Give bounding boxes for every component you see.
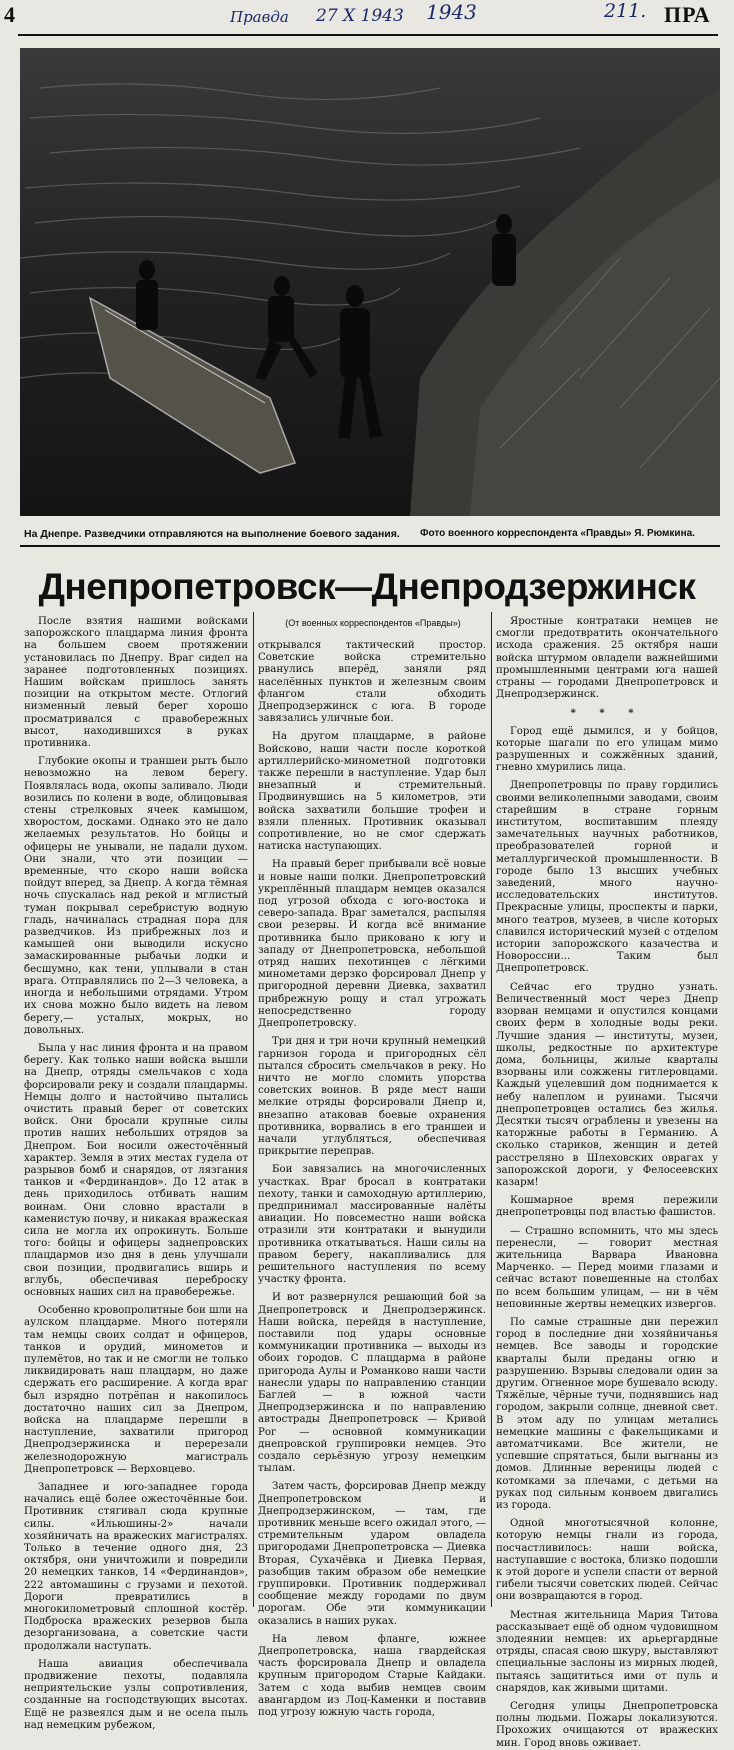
article-paragraph: Город ещё дымился, и у бойцов, которые шагали по его улицам мимо разрушенных и сожжённых зданий, гневно хмурились лица. (496, 725, 718, 774)
article-paragraph: На правый берег прибывали всё новые и новые наши полки. Днепропетровский укреплённый плацдарм немцев оказался под угрозой обхода с юго-востока и северо-запада. Враг заметался, распыляя свои резервы. И когда всё внимание противника было приковано к югу и западу от Днепропетровска, небольшой отряд наших пехотинцев с лёгкими минометами дерзко форсировал Днепр у пригородной деревни Диевка, захватил прибрежную рощу и стал угрожать непосредственно городу Днепропетровску. (258, 859, 486, 1030)
article-paragraph: Особенно кровопролитные бои шли на аулском плацдарме. Много потеряли там немцы своих солдат и офицеров, танков и орудий, минометов и пулемётов, но так и не смогли не только ликвидировать наш плацдарм, но даже сдержать его расширение. А когда враг был изрядно потрёпан и накопилось достаточно наших сил за Днепром, войска на плацдарме перешли в наступление, захватили пригород Днепродзержинска и перерезали железнодорожную магистраль Днепропетровск — Верховцево. (24, 1305, 248, 1475)
article-paragraph: Бои завязались на многочисленных участках. Враг бросал в контратаки пехоту, танки и самоходную артиллерию, предпринимал массированные налёты авиации. Но повсеместно наши войска отразили эти контратаки и вынудили противника откатываться. Наши силы на правом берегу, накапливались для решительного наступления по всему участку фронта. (258, 1164, 486, 1286)
photo-caption: На Днепре. Разведчики отправляются на выполнение боевого задания. (24, 528, 400, 540)
page-number: 4 (4, 2, 15, 27)
handwritten-year-note: 1943 (426, 0, 477, 24)
article-paragraph: открывался тактический простор. Советские войска стремительно рванулись вперёд, заняли ряд населённых пунктов и железным своим флангом стали обходить Днепродзержинск с юга. В городе завязались уличные бои. (258, 640, 486, 725)
article-paragraph: Одной многотысячной колонне, которую немцы гнали из города, посчастливилось: наши войска, наступавшие с востока, близко подошли к этой дороге и успели спасти от верной гибели тысячи советских людей. Сейчас они возвращаются в город. (496, 1518, 718, 1603)
article-column-3 (496, 616, 718, 1749)
article-paragraph: Затем часть, форсировав Днепр между Днепропетровском и Днепродзержинском, — там, где противник меньше всего ожидал этого, — стремительным ударом овладела пригородами Днепропетровска — Диевка Вторая, Сухачёвка и Диевка Первая, разобщив таким образом обе немецкие группировки. Противник поддерживал сообщение между городами по двум дорогам. Обе эти коммуникации оказались в наших руках. (258, 1481, 486, 1627)
article-paragraph: Днепропетровцы по праву гордились своими великолепными заводами, своим старейшим в стране горным институтом, воспитавшим плеяду замечательных научных работников, преобразователей горной и металлургической промышленности. В городе было 13 высших учебных заведений, много научно-исследовательских институтов. Прекрасные улицы, проспекты и парки, много театров, музеев, в числе которых славился исторический музей с отделом истории запорожского казачества и Новороссии... Таким был Днепропетровск. (496, 780, 718, 975)
article-paragraph: После взятия нашими войсками запорожского плацдарма линия фронта на большем своем протяжении установилась по Днепру. Враг сидел на заранее подготовленных позициях. Нашим войскам пришлось занять позиции на открытом месте. Отлогий низменный левый берег хорошо просматривался с правобережных высот, находившихся в руках противника. (24, 616, 248, 750)
article-paragraph: Яростные контратаки немцев не смогли предотвратить окончательного исхода сражения. 25 октября наши войска штурмом овладели важнейшими промышленными центрами юга нашей страны — городами Днепропетровск и Днепродзержинск. (496, 616, 718, 701)
article-byline: (От военных корреспондентов «Правды») (285, 618, 461, 628)
header-rule (18, 34, 718, 36)
photo-credit: Фото военного корреспондента «Правды» Я. Рюмкина. (420, 528, 695, 539)
article-column-2 (258, 640, 486, 1719)
article-paragraph: Глубокие окопы и траншеи рыть было невозможно на левом берегу. Появлялась вода, окопы заливало. Люди возились по колени в воде, облицовывая стены стрелковых ячеек камышом, хворостом, досками. Однако это не дало желаемых результатов. Но бойцы и офицеры не унывали, не падали духом. Они знали, что эти позиции — временные, что скоро наши войска пойдут вперед, за Днепр. А когда тёмная ночь спускалась над рекой и мглистый туман покрывал серебристую водную гладь, начиналась страдная пора для разведчиков. Из прибрежных лоз и камышей они выводили искусно замаскированные рыбачьи лодки и бесшумно, как тени, уплывали в стан врага. Отправлялись по 2—3 человека, а иногда и небольшими отрядами. Утром их снова можно было видеть на левом берегу,— усталых, мокрых, но довольных. (24, 756, 248, 1036)
column-divider (253, 612, 254, 1607)
article-paragraph: Сегодня улицы Днепропетровска полны людьми. Пожары локализуются. Прохожих очищаются от вражеских мин. Город вновь оживает. (496, 1701, 718, 1749)
handwritten-date-note: 27 X 1943 (316, 6, 404, 26)
article-paragraph: Три дня и три ночи крупный немецкий гарнизон города и пригородных сёл пытался сбросить смельчаков в реку. Но ничто не могло сломить упорства советских воинов. В ряде мест наши мелкие отряды форсировали Днепр и, внезапно атаковав боевые охранения противника, ворвались в его траншеи и начали углубляться, обеспечивая прикрытие переправ. (258, 1036, 486, 1158)
article-headline: Днепропетровск—Днепродзержинск (38, 566, 696, 607)
article-paragraph: По самые страшные дни пережил город в последние дни хозяйничанья немцев. Все заводы и городские кварталы были преданы огню и разрушению. Взрывы следовали один за другим. Огненное море бушевало всюду. Тяжёлые, чёрные тучи, поднявшись над городом, закрыли солнце, дневной свет. В этом аду по улицам метались немецкие машины с факельщиками и автоматчиками. Все жители, не успевшие спрятаться, были выгнаны из домов. Длинные вереницы людей с котомками за плечами, с детьми на руках под сильным конвоем двигались из города. (496, 1316, 718, 1512)
article-paragraph: На левом фланге, южнее Днепропетровска, наша гвардейская часть форсировала Днепр и овладела крупным пригородом Старые Кайдаки. Затем с хода выбив немцев своим авангардом из Лоц-Каменки и поставив под угрозу южную часть города, (258, 1633, 486, 1719)
handwritten-issue-note: 211. (604, 0, 647, 22)
article-paragraph: Сейчас его трудно узнать. Величественный мост через Днепр взорван немцами и опустился концами своих ферм в холодные воды реки. Лучшие здания — институты, музеи, школы, редкостные по архитектуре дома, больницы, жилые кварталы взорваны или сожжены гитлеровцами. Каждый уцелевший дом поднимается к небу налеплом и руинами. Тысячи днепропетровцев остались без жилья. Десятки тысяч ограблены и увезены на каторжные работы в Германию. А сколько стариков, женщин и детей расстреляно в Шлеховских оврагах у запорожской дороги, у Фелосеевских казарм! (496, 981, 718, 1188)
article-column-1 (24, 616, 248, 1731)
article-paragraph: — Страшно вспомнить, что мы здесь перенесли, — говорит местная жительница Варвара Ивановна Марченко. — Перед моими глазами и сейчас встают повешенные на столбах по всем большим улицам, — ни в чём неповинные жертвы немецких извергов. (496, 1225, 718, 1310)
section-separator: * * * (570, 707, 644, 720)
caption-rule (20, 545, 720, 547)
article-paragraph: На другом плацдарме, в районе Войсково, наши части после короткой артиллерийско-минометной подготовки также перешли в наступление. Удар был внезапный и стремительный. Продвинувшись на 5 километров, эти войска захватили большие трофеи и взяли пленных. Противник оказывал сопротивление, но не смог сдержать натиска наступающих. (258, 731, 486, 853)
masthead-fragment: ПРА (664, 2, 711, 27)
article-paragraph: Была у нас линия фронта и на правом берегу. Как только наши войска вышли на Днепр, отряды смельчаков с хода форсировали реку и создали плацдармы. Немцы долго и настойчиво пытались очистить правый берег от советских войск. Они бросали крупные силы против наших небольших отрядов за Днепром. Бои носили ожесточённый характер. Земля в этих местах гудела от разрывов бомб и снарядов, от лязгания танков и «Фердинандов». До 12 атак в день приходилось отбивать нашим воинам. Они словно врастали в каменистую почву, и никакая вражеская сила не могла их опрокинуть. Больше того: бойцы и офицеры заднепровских плацдармов изо дня в день улучшали свои позиции, продвигались вширь и вглубь, обеспечивая переброску основных наших сил на правобережье. (24, 1042, 248, 1298)
article-paragraph: Западнее и юго-западнее города начались ещё более ожесточённые бои. Противник стягивал сюда крупные силы. «Ильюшины-2» начали хозяйничать на вражеских магистралях. Только в течение одного дня, 23 октября, они уничтожили и повредили 20 немецких танков, 14 «Фердинандов», 222 автомашины с грузами и пехотой. Дороги превратились в многокилометровый сплошной костёр. Подброска вражеских резервов была дезорганизована, а советские части продолжали наступать. (24, 1482, 248, 1652)
article-paragraph: Наша авиация обеспечивала продвижение пехоты, подавляла неприятельские узлы сопротивления, созданные на господствующих высотах. Ещё не развеялся дым и не осела пыль над немецким рубежом, (24, 1658, 248, 1731)
river-scene-photo (20, 48, 720, 516)
article-paragraph: Кошмарное время пережили днепропетровцы под властью фашистов. (496, 1195, 718, 1219)
column-divider (491, 612, 492, 1607)
handwritten-source-note: Правда (230, 8, 289, 26)
article-paragraph: И вот развернулся решающий бой за Днепропетровск и Днепродзержинск. Наши войска, перейдя в наступление, поставили под удары основные коммуникации противника — выходы из обоих городов. С плацдарма в районе пригорода Аулы и Романково наши части нанесли удары по направлению станции Баглей — в южной части Днепродзержинска и по направлению автострады Днепропетровск — Кривой Рог — основной коммуникации днепровской группировки немцев. Это создало серьёзную угрозу немецким тылам. (258, 1292, 486, 1475)
news-photo (20, 48, 720, 516)
article-paragraph: Местная жительница Мария Титова рассказывает ещё об одном чудовищном злодеянии немцев: их арьергардные отряды, спасая свою шкуру, выставляют специальные заслоны из мирных людей, пытаясь защититься ими от пуль и снарядов, как живыми щитами. (496, 1609, 718, 1694)
